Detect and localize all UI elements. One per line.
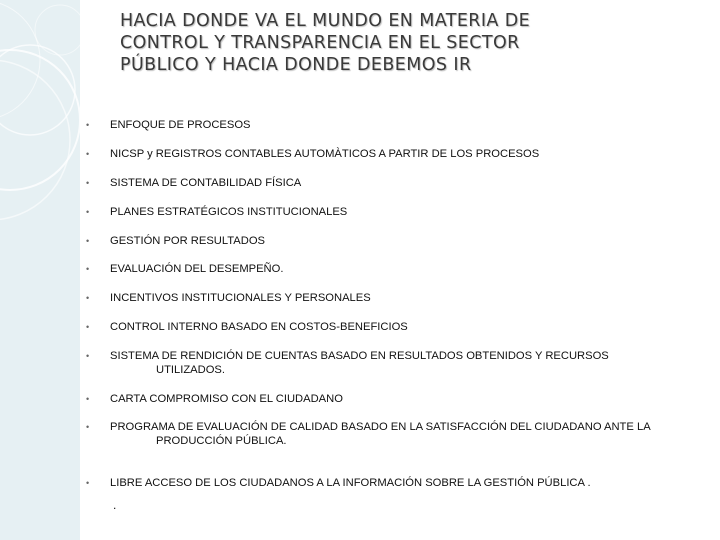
slide-title: HACIA DONDE VA EL MUNDO EN MATERIA DE CONTROL Y TRANSPARENCIA EN EL SECTOR PÚBLICO Y HACIA DONDE DEBEMOS IR: [120, 11, 531, 75]
bullet-icon: •: [86, 207, 90, 217]
list-item-line: SISTEMA DE RENDICIÓN DE CUENTAS BASADO EN RESULTADOS OBTENIDOS Y RECURSOS: [110, 350, 609, 362]
bullet-icon: •: [86, 322, 90, 332]
list-item-continuation: PRODUCCIÓN PÚBLICA.: [156, 435, 287, 447]
bullet-icon: •: [86, 293, 90, 303]
list-item-text: PLANES ESTRATÉGICOS INSTITUCIONALES: [110, 206, 348, 218]
bullet-icon: •: [86, 149, 90, 159]
trailing-period: .: [113, 498, 117, 512]
list-item-continuation: UTILIZADOS.: [156, 364, 225, 376]
list-item-text: ENFOQUE DE PROCESOS: [110, 119, 251, 131]
list-item-line: PROGRAMA DE EVALUACIÓN DE CALIDAD BASADO EN LA SATISFACCIÓN DEL CIUDADANO ANTE LA: [110, 421, 651, 433]
list-item-text: NICSP y REGISTROS CONTABLES AUTOMÀTICOS A PARTIR DE LOS PROCESOS: [110, 148, 540, 160]
bullet-icon: •: [86, 178, 90, 188]
list-item-text: GESTIÓN POR RESULTADOS: [110, 235, 265, 247]
list-item-text: INCENTIVOS INSTITUCIONALES Y PERSONALES: [110, 292, 371, 304]
list-item-text: LIBRE ACCESO DE LOS CIUDADANOS A LA INFORMACIÓN SOBRE LA GESTIÓN PÚBLICA .: [110, 477, 591, 489]
decorative-sidebar: [0, 0, 80, 540]
list-item-text: CARTA COMPROMISO CON EL CIUDADANO: [110, 393, 343, 405]
bullet-icon: •: [86, 394, 90, 404]
list-item-text: EVALUACIÓN DEL DESEMPEÑO.: [110, 263, 284, 275]
bullet-icon: •: [86, 478, 90, 488]
bullet-icon: •: [86, 236, 90, 246]
bullet-icon: •: [86, 351, 90, 361]
bullet-icon: •: [86, 120, 90, 130]
decorative-circles-graphic: [0, 0, 80, 540]
list-item-text: CONTROL INTERNO BASADO EN COSTOS-BENEFICIOS: [110, 321, 408, 333]
list-item-text: [110, 420, 710, 448]
bullet-icon: •: [86, 422, 90, 432]
list-item-text: [110, 349, 710, 377]
bullet-icon: •: [86, 264, 90, 274]
list-item-text: SISTEMA DE CONTABILIDAD FÍSICA: [110, 177, 302, 189]
